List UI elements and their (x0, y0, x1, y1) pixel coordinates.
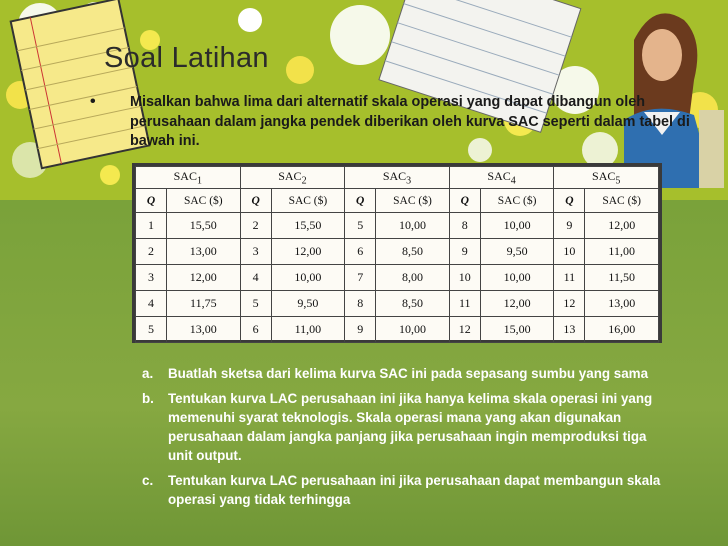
cell-q: 12 (554, 291, 585, 317)
cell-q: 4 (240, 265, 271, 291)
cell-sac: 9,50 (271, 291, 345, 317)
table-row (136, 291, 659, 317)
cell-sac: 16,00 (585, 317, 659, 343)
cell-q: 11 (449, 291, 480, 317)
cell-q: 11 (554, 265, 585, 291)
sac-group-label: SAC (487, 168, 511, 183)
column-header-sac: SAC ($) (167, 189, 241, 213)
question-marker: a. (142, 366, 154, 381)
bullet-icon: • (90, 93, 96, 110)
sac-group-header (345, 167, 450, 189)
cell-q: 9 (345, 317, 376, 343)
cell-sac: 15,00 (480, 317, 554, 343)
cell-q: 1 (136, 213, 167, 239)
cell-q: 7 (345, 265, 376, 291)
cell-q: 8 (449, 213, 480, 239)
sac-group-index: 5 (615, 175, 621, 187)
sac-group-index: 3 (406, 175, 412, 187)
question-text: Tentukan kurva LAC perusahaan ini jika hanya kelima skala operasi ini yang memenuhi syarat teknologis. Skala operasi mana yang akan digunakan perusahaan dalam jangka panjang jika perusahaan ingin memproduksi tiga unit output. (168, 391, 653, 463)
cell-q: 9 (554, 213, 585, 239)
column-header-q: Q (449, 189, 480, 213)
column-header-sac: SAC ($) (376, 189, 450, 213)
cell-sac: 8,50 (376, 291, 450, 317)
cell-sac: 15,50 (271, 213, 345, 239)
sac-group-label: SAC (173, 168, 197, 183)
sac-group-index: 1 (196, 175, 202, 187)
question-item (142, 389, 672, 465)
cell-q: 2 (240, 213, 271, 239)
column-header-q: Q (554, 189, 585, 213)
cell-sac: 9,50 (480, 239, 554, 265)
cell-sac: 10,00 (480, 213, 554, 239)
sac-group-index: 4 (510, 175, 516, 187)
sac-group-header (136, 167, 241, 189)
table-body (136, 213, 659, 343)
cell-q: 9 (449, 239, 480, 265)
cell-sac: 10,00 (376, 213, 450, 239)
cell-q: 4 (136, 291, 167, 317)
cell-q: 5 (345, 213, 376, 239)
cell-q: 3 (136, 265, 167, 291)
cell-sac: 13,00 (585, 291, 659, 317)
question-marker: b. (142, 391, 154, 406)
table-column-header (136, 189, 659, 213)
cell-sac: 12,00 (480, 291, 554, 317)
cell-q: 6 (345, 239, 376, 265)
sac-group-label: SAC (592, 168, 616, 183)
column-header-sac: SAC ($) (585, 189, 659, 213)
cell-sac: 10,00 (271, 265, 345, 291)
sac-group-label: SAC (382, 168, 407, 183)
cell-sac: 11,50 (585, 265, 659, 291)
cell-sac: 8,50 (376, 239, 450, 265)
sac-group-index: 2 (301, 175, 307, 187)
table-row (136, 239, 659, 265)
cell-q: 5 (240, 291, 271, 317)
cell-sac: 11,00 (585, 239, 659, 265)
cell-q: 10 (554, 239, 585, 265)
sac-table (135, 166, 659, 343)
cell-sac: 8,00 (376, 265, 450, 291)
column-header-q: Q (136, 189, 167, 213)
cell-q: 5 (136, 317, 167, 343)
column-header-sac: SAC ($) (271, 189, 345, 213)
cell-sac: 10,00 (376, 317, 450, 343)
question-text: Buatlah sketsa dari kelima kurva SAC ini pada sepasang sumbu yang sama (168, 366, 649, 381)
column-header-q: Q (345, 189, 376, 213)
sac-group-header (449, 167, 554, 189)
question-text: Tentukan kurva LAC perusahaan ini jika perusahaan dapat membangun skala operasi yang tidak terhingga (168, 473, 661, 507)
question-list (142, 364, 672, 515)
cell-q: 2 (136, 239, 167, 265)
cell-q: 6 (240, 317, 271, 343)
table-group-header (136, 167, 659, 189)
column-header-sac: SAC ($) (480, 189, 554, 213)
cell-q: 8 (345, 291, 376, 317)
table-row (136, 265, 659, 291)
intro-text: Misalkan bahwa lima dari alternatif skala operasi yang dapat dibangun oleh perusahaan dalam jangka pendek diberikan oleh kurva SAC seperti dalam tabel di bawah ini. (130, 94, 690, 149)
cell-sac: 12,00 (271, 239, 345, 265)
cell-sac: 10,00 (480, 265, 554, 291)
sac-group-header (554, 167, 659, 189)
sac-table-image (132, 163, 662, 343)
table-row (136, 317, 659, 343)
sac-group-header (240, 167, 345, 189)
cell-sac: 11,00 (271, 317, 345, 343)
cell-q: 12 (449, 317, 480, 343)
question-item (142, 471, 672, 509)
cell-q: 3 (240, 239, 271, 265)
question-marker: c. (142, 473, 154, 488)
column-header-q: Q (240, 189, 271, 213)
cell-sac: 15,50 (167, 213, 241, 239)
question-item (142, 364, 672, 383)
slide-title: Soal Latihan (104, 42, 269, 74)
cell-q: 13 (554, 317, 585, 343)
cell-sac: 12,00 (167, 265, 241, 291)
cell-sac: 12,00 (585, 213, 659, 239)
cell-sac: 13,00 (167, 239, 241, 265)
cell-sac: 13,00 (167, 317, 241, 343)
table-row (136, 213, 659, 239)
cell-sac: 11,75 (167, 291, 241, 317)
sac-group-label: SAC (278, 168, 302, 183)
cell-q: 10 (449, 265, 480, 291)
